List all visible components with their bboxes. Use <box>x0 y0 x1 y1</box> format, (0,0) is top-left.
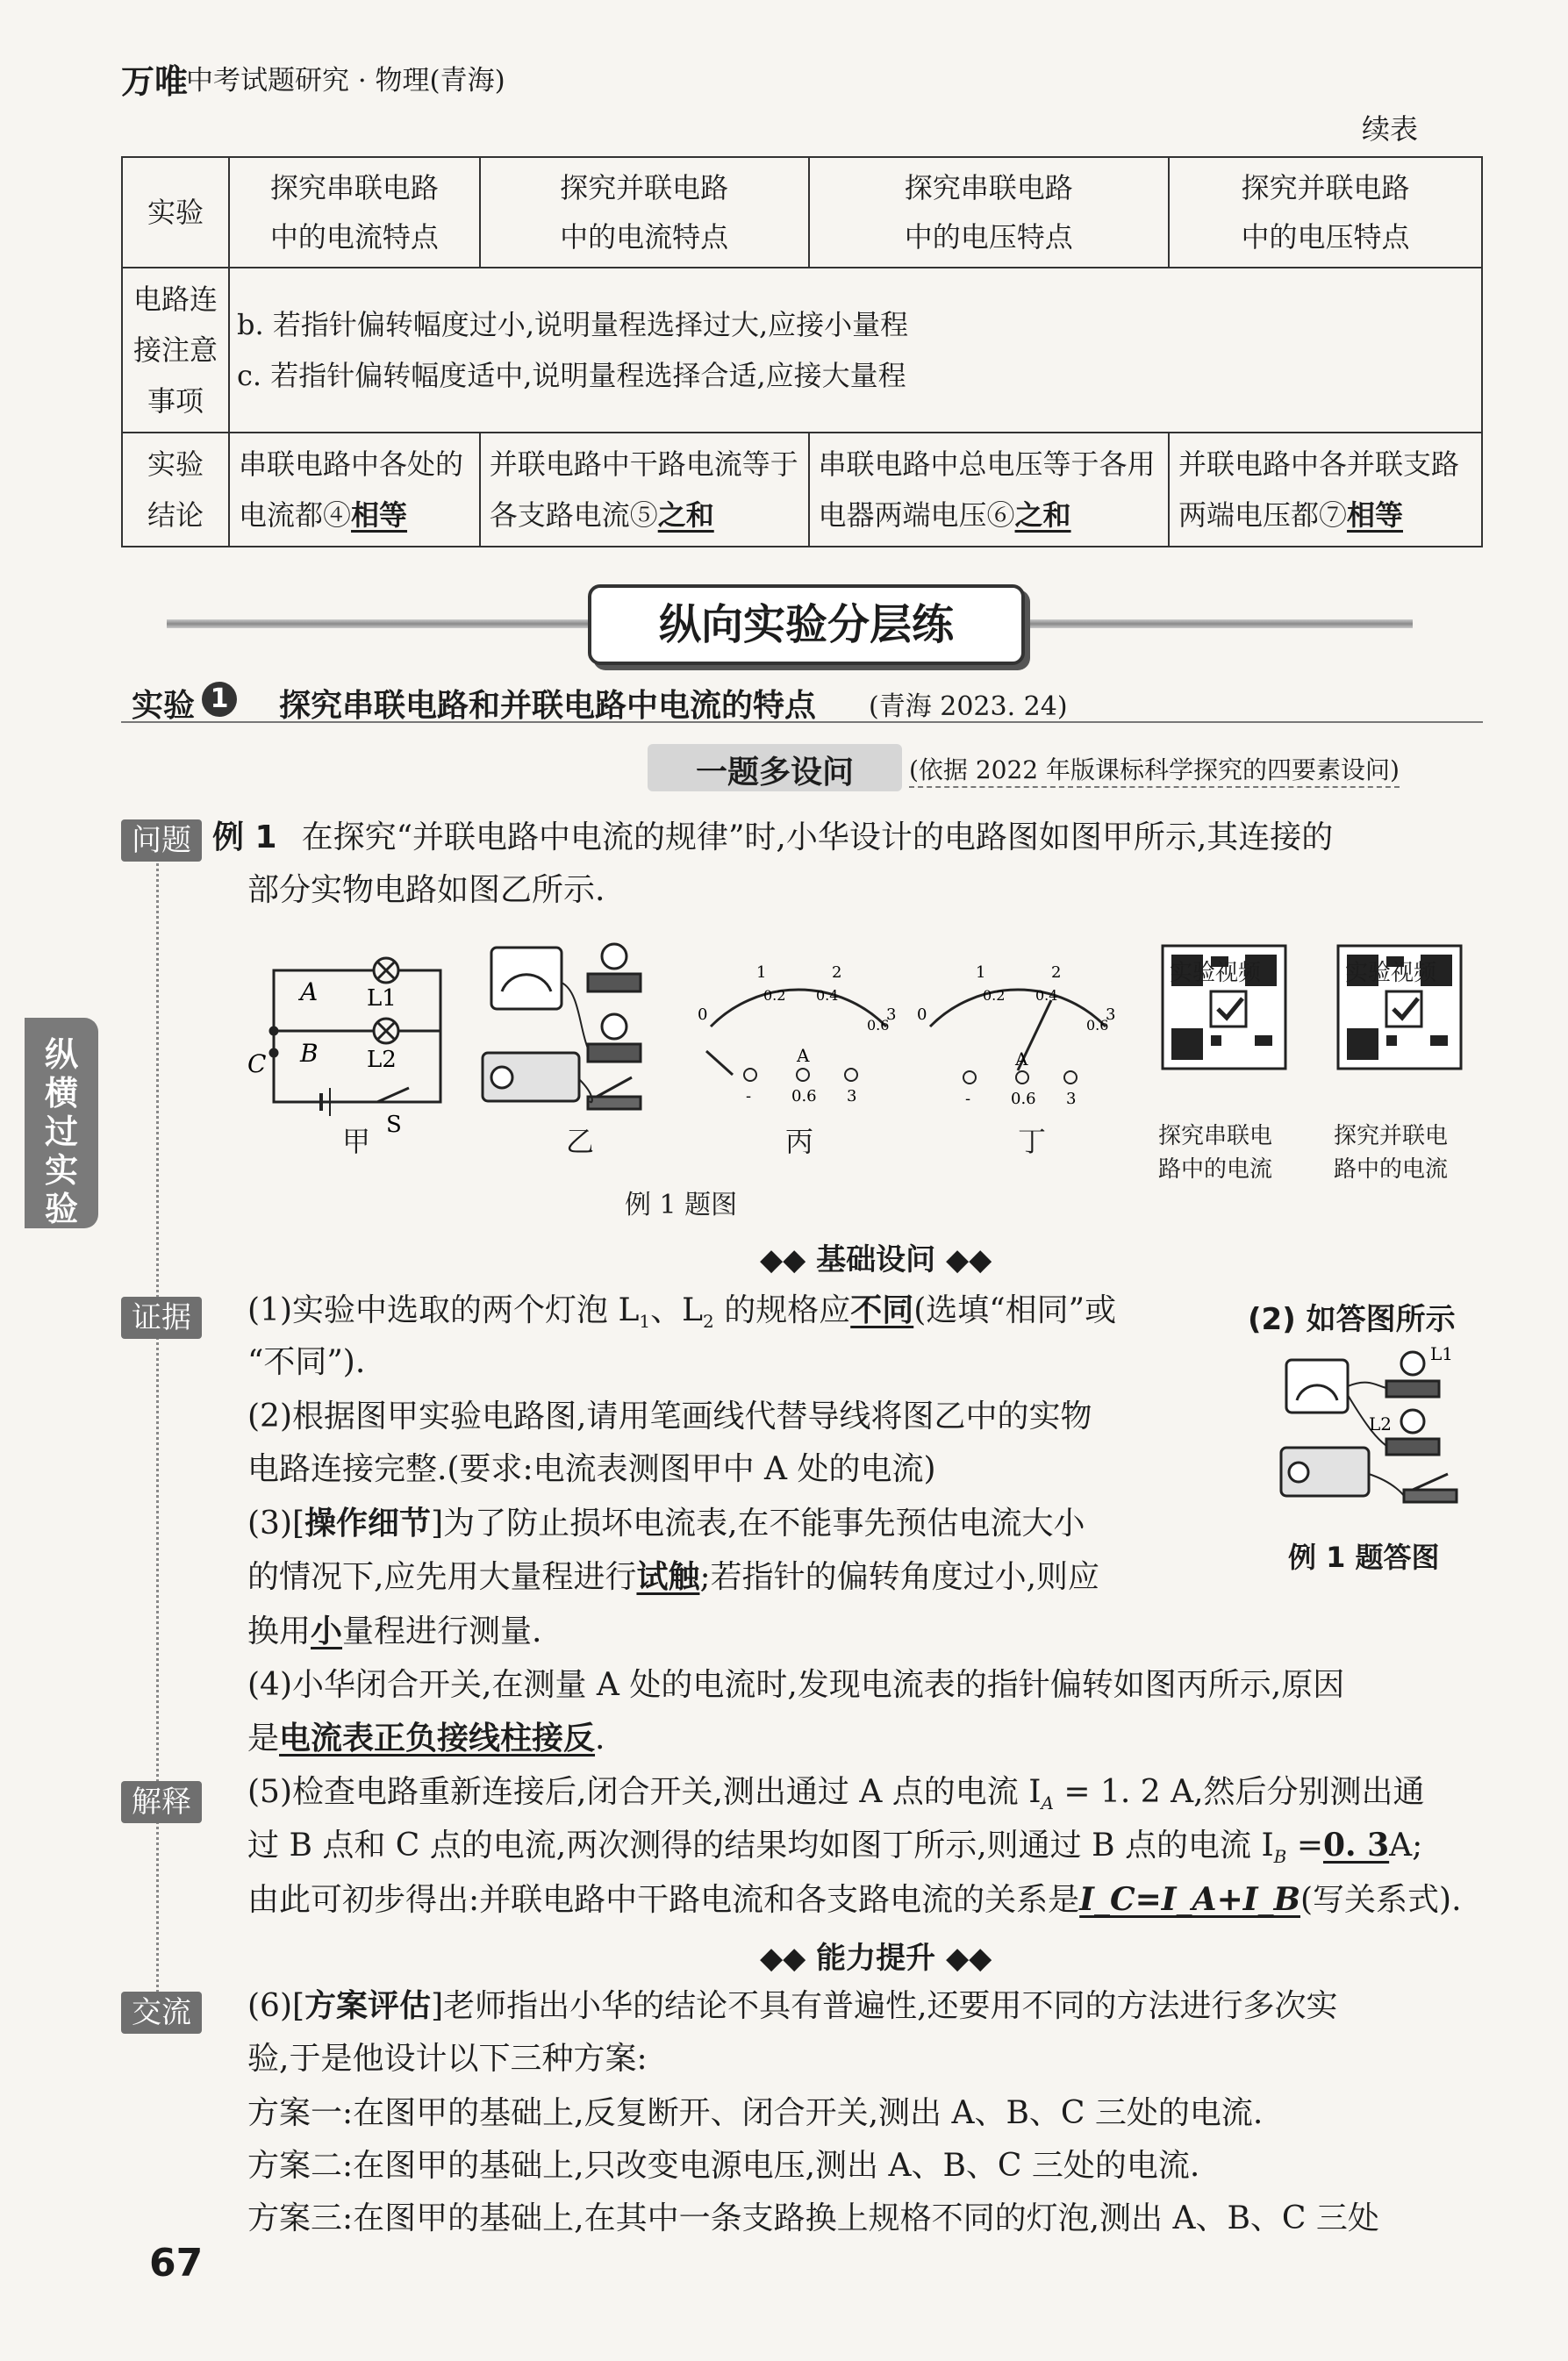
terminal-3: 3 <box>1066 1090 1077 1108</box>
answer-figure-caption: 例 1 题答图 <box>1288 1541 1440 1574</box>
ammeter-terminals-ding <box>963 1071 1077 1084</box>
qr-title: 实验视频 <box>1169 960 1261 986</box>
q1-line-1: (1)实验中选取的两个灯泡 $L_1$、$L_2$ 的规格应不同(选填“相同”或 <box>247 1291 1117 1333</box>
circuit-label-l2: L2 <box>367 1047 397 1073</box>
column-header: 探究并联电路 中的电压特点 <box>1169 157 1482 268</box>
terminal-0.6: 0.6 <box>791 1087 817 1105</box>
experiment-summary-table <box>121 156 1483 547</box>
scale-0.2: 0.2 <box>983 987 1006 1004</box>
figure-label-ding: 丁 <box>1018 1125 1047 1158</box>
q3-line-1: (3)[操作细节]为了防止损坏电流表,在不能事先预估电流大小 <box>247 1506 1085 1542</box>
table-cell: 串联电路中各处的电流都④相等 <box>229 433 480 547</box>
yiti-label: 一题多设问 <box>695 755 854 791</box>
q6-plan-2: 方案二:在图甲的基础上,只改变电源电压,测出 A、B、C 三处的电流. <box>247 2148 1200 2184</box>
scale-0.2: 0.2 <box>763 987 786 1004</box>
terminal-minus: - <box>965 1090 971 1108</box>
tag-jiaoliu: 交流 <box>121 1992 202 2034</box>
answer-figure-title: (2) 如答图所示 <box>1248 1302 1456 1337</box>
figure-label-yi: 乙 <box>566 1125 595 1158</box>
scale-0.6: 0.6 <box>1086 1017 1109 1034</box>
meter-unit: A <box>797 1045 810 1066</box>
column-header: 探究串联电路 中的电流特点 <box>229 157 480 268</box>
side-tab-label: 纵横过实验 <box>44 1035 78 1228</box>
meter-unit: A <box>1015 1048 1028 1070</box>
basic-subhead: ◆◆ 基础设问 ◆◆ <box>760 1242 992 1277</box>
q6-plan-1: 方案一:在图甲的基础上,反复断开、闭合开关,测出 A、B、C 三处的电流. <box>247 2095 1264 2131</box>
terminal-3: 3 <box>847 1087 857 1105</box>
q2-line-1: (2)根据图甲实验电路图,请用笔画线代替导线将图乙中的实物 <box>247 1399 1092 1434</box>
book-title: 中考试题研究 · 物理(青海) <box>186 65 505 97</box>
margin-dotted-line <box>156 847 159 2014</box>
answer-label-l1: L1 <box>1430 1343 1454 1364</box>
scale-1: 1 <box>756 963 767 982</box>
circuit-label-l1: L1 <box>367 985 397 1012</box>
q6-plan-3: 方案三:在图甲的基础上,在其中一条支路换上规格不同的灯泡,测出 A、B、C 三处 <box>247 2200 1379 2236</box>
experiment-number-badge: 1 <box>202 682 237 717</box>
answer-figure <box>1272 1342 1474 1518</box>
answer-label-l2: L2 <box>1369 1413 1393 1434</box>
table-row <box>122 433 1482 547</box>
scale-1: 1 <box>976 963 986 982</box>
example-line-2: 部分实物电路如图乙所示. <box>247 872 605 908</box>
experiment-source: (青海 2023. 24) <box>869 691 1068 722</box>
qr-title: 实验视频 <box>1344 960 1436 986</box>
example-figure <box>246 921 1492 1176</box>
qr-desc: 探究并联电 路中的电流 <box>1333 1123 1448 1183</box>
q6-line-2: 验,于是他设计以下三种方案: <box>247 2041 648 2077</box>
table-cell: 并联电路中各并联支路两端电压都⑦相等 <box>1169 433 1482 547</box>
yiti-note: (依据 2022 年版课标科学探究的四要素设问) <box>909 751 1400 788</box>
banner-rule-right <box>1018 619 1413 628</box>
qr-desc: 探究串联电 路中的电流 <box>1157 1123 1272 1183</box>
example-line-1: 例 1 在探究“并联电路中电流的规律”时,小华设计的电路图如图甲所示,其连接的 <box>212 819 1334 855</box>
scale-0.4: 0.4 <box>1035 987 1058 1004</box>
q5-line-2: 过 B 点和 C 点的电流,两次测得的结果均如图丁所示,则通过 B 点的电流 $I_B =0$. 3A; <box>247 1827 1423 1868</box>
q1-line-2: “不同”). <box>247 1344 366 1380</box>
q3-line-2: 的情况下,应先用大量程进行试触;若指针的偏转角度过小,则应 <box>247 1558 1100 1595</box>
column-header: 探究并联电路 中的电流特点 <box>480 157 809 268</box>
circuit-label-s: S <box>386 1112 402 1138</box>
table-header-row <box>122 157 1482 268</box>
banner-rule-left <box>167 619 588 628</box>
column-header: 探究串联电路 中的电压特点 <box>809 157 1169 268</box>
q2-line-2: 电路连接完整.(要求:电流表测图甲中 A 处的电流) <box>247 1451 936 1487</box>
ammeter-terminals-bing <box>744 1069 857 1081</box>
terminal-0.6: 0.6 <box>1011 1090 1036 1108</box>
circuit-label-b: B <box>300 1039 319 1068</box>
tag-jieshi: 解释 <box>121 1781 202 1823</box>
q5-line-1: (5)检查电路重新连接后,闭合开关,测出通过 A 点的电流 $I_A = 1$. 2 A,然后分别测出通 <box>247 1774 1425 1814</box>
section-banner: 纵向实验分层练 <box>588 584 1025 665</box>
scale-0: 0 <box>917 1005 927 1024</box>
tag-zhengju: 证据 <box>121 1297 202 1339</box>
experiment-label: 实验 <box>132 688 196 724</box>
q4-line-1: (4)小华闭合开关,在测量 A 处的电流时,发现电流表的指针偏转如图丙所示,原因 <box>247 1667 1345 1703</box>
figure-label-jia: 甲 <box>342 1125 371 1158</box>
circuit-diagram <box>270 958 440 1116</box>
ability-subhead: ◆◆ 能力提升 ◆◆ <box>760 1941 992 1976</box>
table-cell: 串联电路中总电压等于各用电器两端电压⑥之和 <box>809 433 1169 547</box>
scale-0.6: 0.6 <box>867 1017 890 1034</box>
q5-line-3: 由此可初步得出:并联电路中干路电流和各支路电流的关系是I_C=I_A+I_B(写关系式). <box>247 1881 1462 1918</box>
row-header: 实验 结论 <box>122 433 229 547</box>
scale-3: 3 <box>886 1005 897 1024</box>
q6-line-1: (6)[方案评估]老师指出小华的结论不具有普遍性,还要用不同的方法进行多次实 <box>247 1988 1338 2024</box>
experiment-title: 探究串联电路和并联电路中电流的特点 <box>279 688 817 724</box>
tag-wenti: 问题 <box>121 819 202 862</box>
scale-3: 3 <box>1106 1005 1116 1024</box>
table-corner: 实验 <box>122 157 229 268</box>
scale-2: 2 <box>1051 963 1062 982</box>
continued-label: 续表 <box>1362 112 1419 146</box>
circuit-label-c: C <box>247 1049 267 1078</box>
physical-circuit <box>483 944 641 1109</box>
figure-label-bing: 丙 <box>785 1125 814 1158</box>
notes-cell: b. 若指针偏转幅度过小,说明量程选择过大,应接小量程 c. 若指针偏转幅度适中,说明量程选择合适,应接大量程 <box>229 268 1482 433</box>
circuit-label-a: A <box>300 977 319 1006</box>
scale-2: 2 <box>832 963 842 982</box>
table-cell: 并联电路中干路电流等于各支路电流⑤之和 <box>480 433 809 547</box>
figure-caption: 例 1 题图 <box>625 1190 738 1220</box>
table-row <box>122 268 1482 433</box>
page-number: 67 <box>149 2241 204 2286</box>
q4-line-2: 是电流表正负接线柱接反. <box>247 1720 605 1756</box>
scale-0: 0 <box>698 1005 708 1024</box>
row-header: 电路连 接注意 事项 <box>122 268 229 433</box>
scale-0.4: 0.4 <box>816 987 839 1004</box>
q3-line-3: 换用小量程进行测量. <box>247 1613 542 1649</box>
terminal-minus: - <box>746 1087 752 1105</box>
brand-logo: 万唯 <box>121 62 189 101</box>
